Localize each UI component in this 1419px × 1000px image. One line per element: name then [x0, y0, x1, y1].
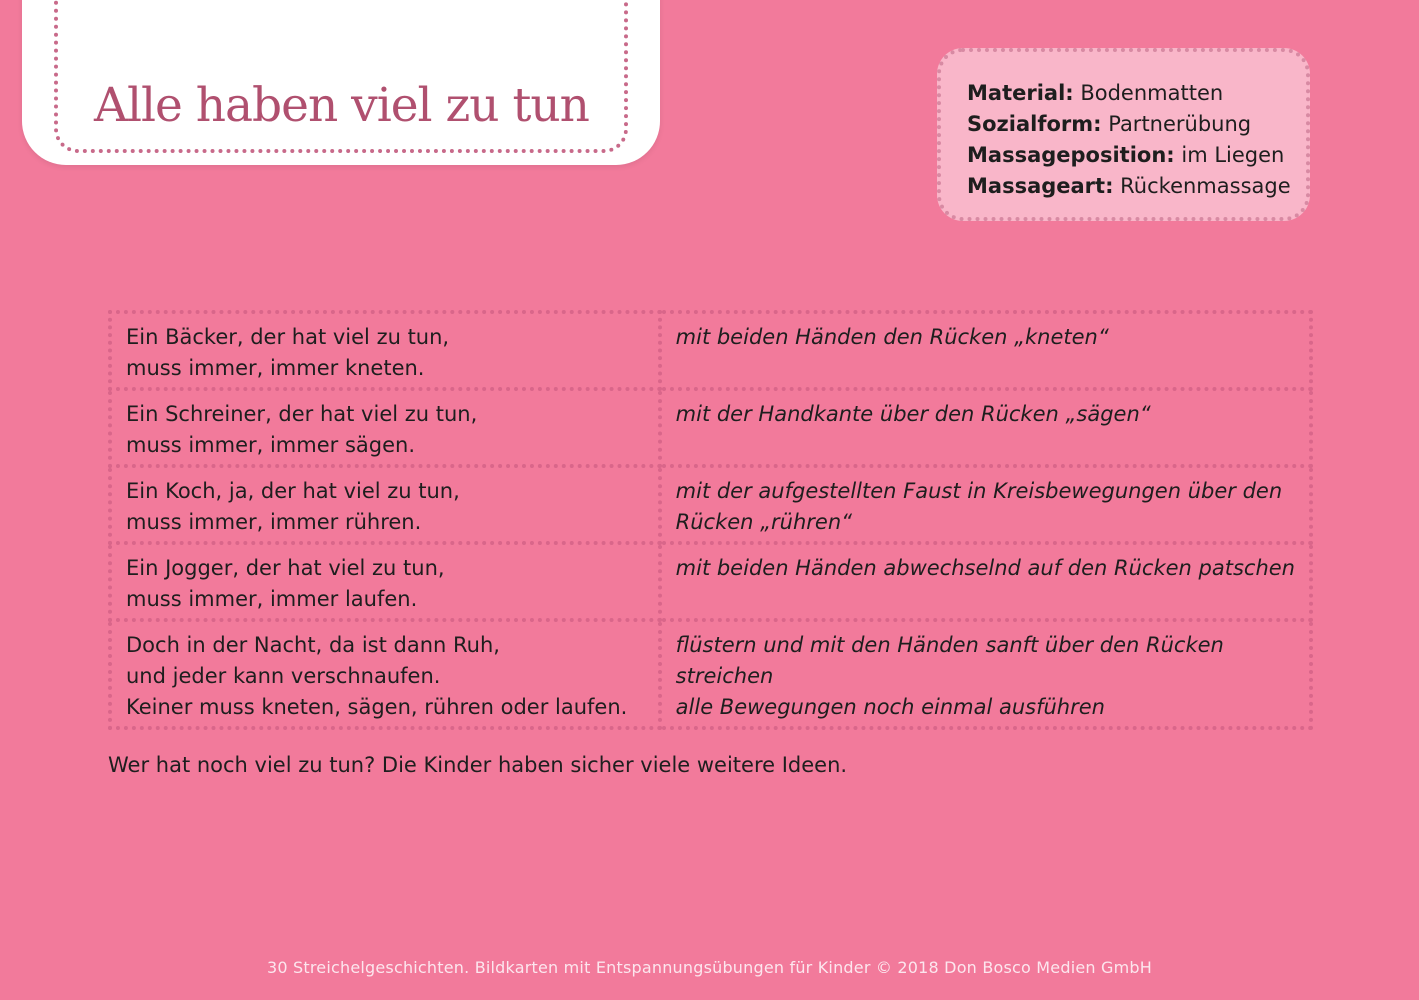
- action-cell: [660, 543, 1311, 620]
- verse-cell: [110, 312, 660, 389]
- verse-table: [108, 310, 1313, 730]
- verse-line: und jeder kann verschnaufen.: [126, 664, 441, 688]
- info-value: Partnerübung: [1101, 112, 1252, 136]
- verse-line: muss immer, immer kneten.: [126, 356, 425, 380]
- follow-up-question: Wer hat noch viel zu tun? Die Kinder haben sicher viele weitere Ideen.: [108, 753, 848, 777]
- table-row: [110, 620, 1311, 728]
- action-line: mit beiden Händen abwechselnd auf den Rücken patschen: [675, 556, 1295, 580]
- info-row-massageposition: [967, 140, 1306, 171]
- info-value: im Liegen: [1174, 143, 1285, 167]
- action-line: mit der Handkante über den Rücken „sägen“: [675, 402, 1151, 426]
- info-key: Material:: [967, 81, 1074, 105]
- verse-line: Keiner muss kneten, sägen, rühren oder laufen.: [126, 695, 628, 719]
- info-row-material: [967, 78, 1306, 109]
- info-key: Sozialform:: [967, 112, 1102, 136]
- table-row: [110, 312, 1311, 389]
- verse-line: Ein Bäcker, der hat viel zu tun,: [126, 325, 450, 349]
- table-row: [110, 389, 1311, 466]
- table-row: [110, 543, 1311, 620]
- info-row-massageart: [967, 171, 1306, 202]
- action-cell: [660, 620, 1311, 728]
- page-title: Alle haben viel zu tun: [94, 78, 589, 133]
- info-value: Rückenmassage: [1113, 174, 1291, 198]
- verse-line: Doch in der Nacht, da ist dann Ruh,: [126, 633, 500, 657]
- action-cell: [660, 389, 1311, 466]
- action-line: mit der aufgestellten Faust in Kreisbewegungen über den: [675, 479, 1283, 503]
- info-box: [937, 48, 1310, 221]
- footer-copyright: 30 Streichelgeschichten. Bildkarten mit Entspannungsübungen für Kinder © 2018 Don Bosco Medien GmbH: [267, 958, 1152, 977]
- title-card: [22, 0, 660, 165]
- verse-line: Ein Koch, ja, der hat viel zu tun,: [126, 479, 460, 503]
- info-value: Bodenmatten: [1073, 81, 1224, 105]
- verse-line: muss immer, immer sägen.: [126, 433, 415, 457]
- action-cell: [660, 466, 1311, 543]
- verse-line: Ein Schreiner, der hat viel zu tun,: [126, 402, 478, 426]
- action-line: alle Bewegungen noch einmal ausführen: [675, 695, 1105, 719]
- action-line: flüstern und mit den Händen sanft über den Rücken: [675, 633, 1224, 657]
- info-row-sozialform: [967, 109, 1306, 140]
- verse-cell: [110, 543, 660, 620]
- action-line: [676, 353, 1295, 384]
- verse-cell: [110, 466, 660, 543]
- info-key: Massageart:: [967, 174, 1114, 198]
- info-key: Massageposition:: [967, 143, 1175, 167]
- verse-cell: [110, 620, 660, 728]
- table-row: [110, 466, 1311, 543]
- verse-line: Ein Jogger, der hat viel zu tun,: [126, 556, 445, 580]
- action-cell: [660, 312, 1311, 389]
- verse-line: muss immer, immer rühren.: [126, 510, 422, 534]
- action-line: streichen: [675, 664, 774, 688]
- verse-line: muss immer, immer laufen.: [126, 587, 418, 611]
- action-line: Rücken „rühren“: [675, 510, 853, 534]
- action-line: mit beiden Händen den Rücken „kneten“: [675, 325, 1109, 349]
- verse-cell: [110, 389, 660, 466]
